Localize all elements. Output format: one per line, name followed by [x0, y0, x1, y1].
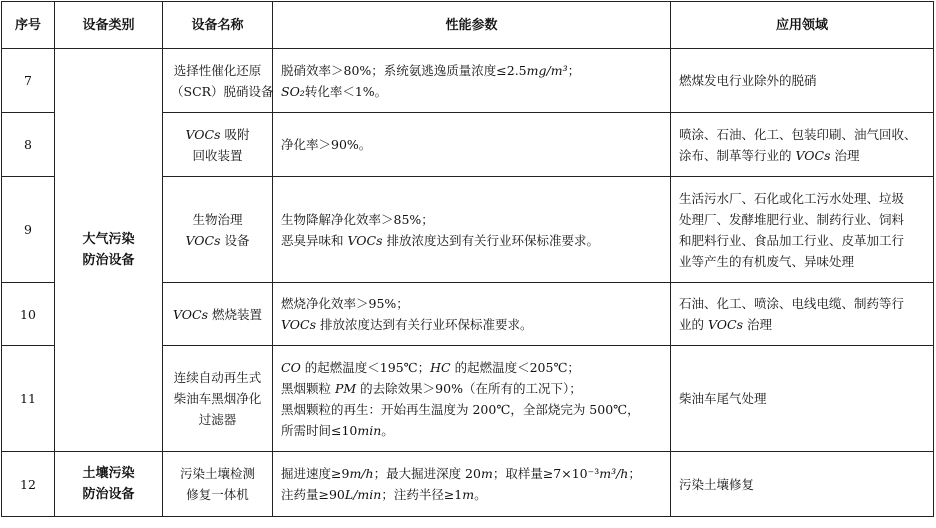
text-segment: 燃烧装置	[208, 306, 263, 322]
text-segment: ；取样量≥7×10⁻³	[492, 466, 600, 481]
text-segment: 。	[381, 422, 394, 438]
text-segment: ；	[567, 62, 581, 78]
text-segment: 涂布、制革等行业的	[679, 147, 796, 163]
text-line	[679, 474, 925, 495]
equipment-name	[163, 346, 273, 452]
text-line	[281, 81, 662, 102]
text-segment: VOCs	[185, 232, 221, 248]
application-field	[671, 346, 934, 452]
text-line	[281, 357, 662, 378]
application-field	[671, 452, 934, 517]
text-segment: SO₂	[281, 83, 305, 99]
text-segment: 黑烟颗粒的再生：开始再生温度为 200℃，全部烧完为 500℃，	[281, 401, 640, 417]
text-segment: （SCR）脱硝设备	[171, 83, 274, 99]
text-segment: 转化率＜1%。	[304, 83, 388, 99]
text-segment: 石油、化工、喷涂、电线电缆、制药等行	[679, 296, 905, 311]
text-segment: 生活污水厂、石化或化工污水处理、垃圾	[679, 190, 905, 206]
text-line	[281, 209, 662, 230]
text-segment: HC	[430, 359, 451, 375]
equipment-table	[1, 1, 934, 517]
text-line	[171, 388, 264, 409]
row-number: 12	[2, 452, 55, 517]
text-segment: 的起燃温度＜205℃；	[450, 359, 580, 375]
text-line	[171, 304, 264, 325]
performance-params	[273, 177, 671, 283]
text-segment: 恶臭异味和	[281, 232, 348, 248]
text-segment: 排放浓度达到有关行业环保标准要求。	[316, 317, 533, 332]
text-line	[281, 314, 662, 335]
header-field: 应用领域	[671, 2, 934, 49]
text-line	[171, 463, 264, 484]
text-line	[171, 230, 264, 251]
text-segment: 治理	[743, 317, 773, 332]
text-segment: 治理	[830, 147, 860, 163]
text-line	[679, 145, 925, 166]
table-row	[2, 49, 934, 113]
text-segment: 设备	[220, 232, 250, 248]
row-number: 10	[2, 283, 55, 346]
row-number: 11	[2, 346, 55, 452]
text-segment: m/h	[349, 466, 374, 481]
text-line	[679, 314, 925, 335]
performance-params	[273, 452, 671, 517]
text-line	[171, 367, 264, 388]
text-line	[171, 81, 274, 102]
text-segment: 掘进速度≥9	[281, 466, 350, 481]
text-line	[281, 293, 662, 314]
text-segment: 燃烧净化效率＞95%；	[281, 296, 409, 311]
text-segment: 回收装置	[192, 147, 243, 163]
application-field	[671, 177, 934, 283]
text-line	[679, 209, 925, 230]
application-field	[671, 49, 934, 113]
text-line	[679, 70, 925, 91]
text-segment: ；最大掘进深度 20	[373, 466, 481, 481]
text-segment: 修复一体机	[186, 487, 249, 502]
category-label: 土壤污染	[82, 466, 135, 481]
text-segment: 连续自动再生式	[173, 370, 262, 385]
text-line	[281, 134, 662, 155]
equipment-name	[163, 49, 273, 113]
text-segment: 选择性催化还原	[173, 62, 262, 78]
text-line	[679, 124, 925, 145]
text-line	[679, 188, 925, 209]
performance-params	[273, 113, 671, 177]
text-line	[679, 251, 925, 272]
header-name: 设备名称	[163, 2, 273, 49]
text-line	[171, 145, 264, 166]
header-no: 序号	[2, 2, 55, 49]
text-segment: VOCs	[707, 317, 744, 332]
text-line	[281, 230, 662, 251]
table-row	[2, 452, 934, 517]
text-line	[171, 484, 264, 505]
text-segment: CO	[281, 359, 301, 375]
text-segment: 业等产生的有机废气、异味处理	[679, 253, 855, 269]
text-segment: ；	[628, 466, 641, 481]
category-cell	[55, 49, 163, 452]
header-category: 设备类别	[55, 2, 163, 49]
text-segment: 业的	[679, 317, 708, 332]
text-segment: 所需时间≤10	[281, 422, 358, 438]
text-segment: VOCs	[347, 232, 383, 248]
text-segment: min	[357, 422, 382, 438]
text-line	[679, 293, 925, 314]
text-segment: PM	[334, 380, 357, 396]
text-line	[679, 388, 925, 409]
table-header-row	[2, 2, 934, 49]
equipment-name	[163, 113, 273, 177]
text-segment: 的起燃温度＜195℃；	[300, 359, 431, 375]
text-segment: m³/h	[599, 466, 629, 481]
text-line	[281, 378, 662, 399]
category-cell	[55, 452, 163, 517]
text-line	[171, 409, 264, 430]
category-label: 大气污染	[82, 232, 135, 247]
performance-params	[273, 283, 671, 346]
text-line	[281, 463, 662, 484]
text-segment: mg/m	[526, 62, 563, 78]
text-segment: 生物降解净化效率＞85%；	[281, 211, 434, 227]
text-segment: L/min	[344, 487, 382, 502]
text-line	[281, 60, 662, 81]
row-number: 7	[2, 49, 55, 113]
text-segment: 燃煤发电行业除外的脱硝	[679, 73, 817, 88]
performance-params	[273, 49, 671, 113]
text-segment: 污染土壤检测	[179, 466, 255, 481]
text-segment: 的去除效果＞90%（在所有的工况下）；	[356, 380, 582, 396]
text-segment: 柴油车黑烟净化	[173, 391, 262, 406]
text-line	[281, 420, 662, 441]
text-line	[171, 209, 264, 230]
text-segment: VOCs	[185, 126, 221, 142]
text-line	[171, 124, 264, 145]
row-number: 8	[2, 113, 55, 177]
text-line	[281, 484, 662, 505]
text-segment: 注药量≥90	[281, 487, 345, 502]
text-line	[281, 399, 662, 420]
performance-params	[273, 346, 671, 452]
text-segment: 净化率＞90%。	[281, 137, 372, 152]
text-segment: 柴油车尾气处理	[679, 391, 767, 406]
text-segment: 喷涂、石油、化工、包装印刷、油气回收、	[679, 126, 917, 142]
category-label: 防治设备	[82, 487, 135, 502]
text-segment: 和肥料行业、食品加工行业、皮革加工行	[679, 232, 905, 248]
text-segment: 黑烟颗粒	[281, 380, 335, 396]
application-field	[671, 283, 934, 346]
equipment-name	[163, 452, 273, 517]
text-segment: m	[462, 487, 475, 502]
row-number: 9	[2, 177, 55, 283]
text-segment: ；注药半径≥1	[381, 487, 463, 502]
text-line	[171, 60, 264, 81]
category-label: 防治设备	[82, 253, 135, 268]
text-segment: 处理厂、发酵堆肥行业、制药行业、饲料	[679, 211, 905, 227]
text-segment: 排放浓度达到有关行业环保标准要求。	[382, 232, 600, 248]
text-segment: VOCs	[281, 317, 317, 332]
text-segment: 吸附	[220, 126, 250, 142]
header-params: 性能参数	[273, 2, 671, 49]
text-segment: 污染土壤修复	[679, 476, 755, 492]
text-segment: 生物治理	[192, 211, 243, 227]
text-line	[679, 230, 925, 251]
equipment-name	[163, 177, 273, 283]
text-segment: VOCs	[172, 306, 209, 322]
text-segment: 过滤器	[198, 412, 237, 427]
text-segment: 脱硝效率＞80%；系统氨逃逸质量浓度≤2.5	[281, 62, 527, 78]
text-segment: VOCs	[795, 147, 831, 163]
text-segment: ³	[562, 62, 568, 78]
application-field	[671, 113, 934, 177]
text-segment: 。	[474, 487, 487, 502]
equipment-name	[163, 283, 273, 346]
text-segment: m	[480, 466, 493, 481]
